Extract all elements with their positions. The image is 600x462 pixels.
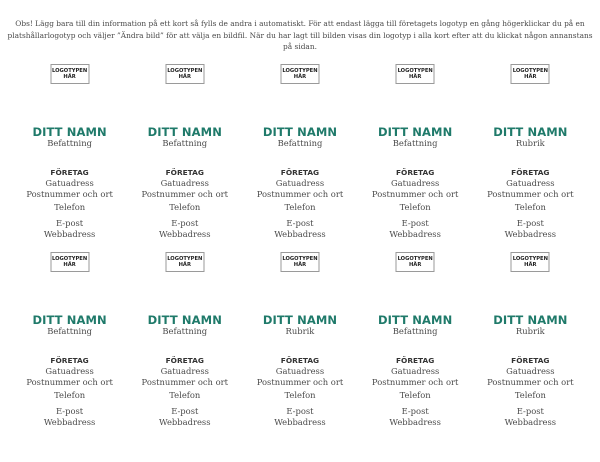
- logo-placeholder[interactable]: LOGOTYPEN HÄR: [511, 64, 550, 84]
- card-street[interactable]: Gatuadress: [275, 178, 325, 188]
- card-address: [127, 178, 242, 201]
- card-title[interactable]: Befattning: [47, 138, 92, 148]
- business-card: [358, 62, 473, 250]
- card-phone[interactable]: Telefon: [399, 390, 431, 400]
- card-name[interactable]: DITT NAMN: [262, 313, 338, 327]
- card-title[interactable]: Befattning: [277, 138, 323, 148]
- card-contact: [473, 218, 588, 241]
- business-card: [127, 62, 242, 250]
- card-address: [242, 178, 357, 201]
- card-street[interactable]: Gatuadress: [45, 178, 94, 188]
- card-postal[interactable]: Postnummer och ort: [26, 189, 113, 200]
- card-street[interactable]: Gatuadress: [45, 366, 94, 376]
- logo-placeholder[interactable]: LOGOTYPEN HÄR: [511, 252, 550, 272]
- card-title[interactable]: Befattning: [392, 138, 438, 148]
- card-email[interactable]: E-post: [401, 406, 429, 416]
- card-email[interactable]: E-post: [401, 218, 429, 228]
- card-street[interactable]: Gatuadress: [275, 366, 325, 376]
- card-phone[interactable]: Telefon: [284, 202, 316, 212]
- card-address: [242, 366, 357, 389]
- logo-placeholder[interactable]: LOGOTYPEN HÄR: [165, 64, 204, 84]
- card-web[interactable]: Webbadress: [504, 417, 557, 428]
- business-card: [12, 250, 127, 438]
- card-contact: [358, 218, 473, 241]
- card-company[interactable]: FÖRETAG: [395, 168, 435, 177]
- card-address: [12, 366, 127, 389]
- business-card: [242, 250, 357, 438]
- card-address: [473, 366, 588, 389]
- card-postal[interactable]: Postnummer och ort: [256, 377, 344, 388]
- card-address: [12, 178, 127, 201]
- logo-placeholder[interactable]: LOGOTYPEN HÄR: [280, 252, 319, 272]
- card-title[interactable]: Befattning: [392, 326, 438, 336]
- card-web[interactable]: Webbadress: [43, 417, 96, 428]
- card-company[interactable]: FÖRETAG: [165, 168, 204, 177]
- card-title[interactable]: Rubrik: [515, 138, 545, 148]
- card-postal[interactable]: Postnummer och ort: [487, 189, 574, 200]
- card-company[interactable]: FÖRETAG: [395, 356, 435, 365]
- card-postal[interactable]: Postnummer och ort: [141, 189, 229, 200]
- card-postal[interactable]: Postnummer och ort: [371, 377, 459, 388]
- card-street[interactable]: Gatuadress: [506, 366, 555, 376]
- card-postal[interactable]: Postnummer och ort: [371, 189, 459, 200]
- business-card: [473, 62, 588, 250]
- card-title[interactable]: Rubrik: [285, 326, 315, 336]
- logo-placeholder[interactable]: LOGOTYPEN HÄR: [280, 64, 319, 84]
- card-street[interactable]: Gatuadress: [160, 178, 209, 188]
- card-email[interactable]: E-post: [286, 406, 314, 416]
- card-contact: [127, 218, 242, 241]
- card-name[interactable]: DITT NAMN: [32, 125, 107, 139]
- card-postal[interactable]: Postnummer och ort: [141, 377, 229, 388]
- logo-placeholder[interactable]: LOGOTYPEN HÄR: [396, 64, 435, 84]
- card-company[interactable]: FÖRETAG: [50, 168, 89, 177]
- card-email[interactable]: E-post: [171, 406, 199, 416]
- card-contact: [242, 218, 357, 241]
- card-phone[interactable]: Telefon: [514, 202, 546, 212]
- card-company[interactable]: FÖRETAG: [280, 168, 320, 177]
- business-card: [358, 250, 473, 438]
- card-address: [358, 366, 473, 389]
- logo-placeholder[interactable]: LOGOTYPEN HÄR: [396, 252, 435, 272]
- card-web[interactable]: Webbadress: [389, 417, 441, 428]
- business-card-sheet: [12, 62, 588, 438]
- card-name[interactable]: DITT NAMN: [378, 313, 453, 327]
- card-company[interactable]: FÖRETAG: [511, 356, 550, 365]
- card-web[interactable]: Webbadress: [159, 229, 211, 240]
- card-street[interactable]: Gatuadress: [160, 366, 209, 376]
- card-web[interactable]: Webbadress: [389, 229, 441, 240]
- card-email[interactable]: E-post: [286, 218, 314, 228]
- card-web[interactable]: Webbadress: [274, 417, 326, 428]
- card-company[interactable]: FÖRETAG: [280, 356, 320, 365]
- card-contact: [242, 406, 357, 429]
- card-company[interactable]: FÖRETAG: [50, 356, 89, 365]
- card-email[interactable]: E-post: [171, 218, 199, 228]
- card-contact: [127, 406, 242, 429]
- card-contact: [12, 406, 127, 429]
- card-name[interactable]: DITT NAMN: [147, 125, 222, 139]
- card-web[interactable]: Webbadress: [504, 229, 557, 240]
- card-phone[interactable]: Telefon: [54, 202, 86, 212]
- logo-placeholder[interactable]: LOGOTYPEN HÄR: [50, 252, 89, 272]
- business-card: [127, 250, 242, 438]
- card-phone[interactable]: Telefon: [514, 390, 546, 400]
- card-name[interactable]: DITT NAMN: [262, 125, 338, 139]
- card-email[interactable]: E-post: [516, 406, 544, 416]
- logo-placeholder[interactable]: LOGOTYPEN HÄR: [165, 252, 204, 272]
- card-contact: [358, 406, 473, 429]
- card-name[interactable]: DITT NAMN: [32, 313, 107, 327]
- card-web[interactable]: Webbadress: [159, 417, 211, 428]
- card-name[interactable]: DITT NAMN: [493, 313, 568, 327]
- card-phone[interactable]: Telefon: [169, 202, 201, 212]
- card-phone[interactable]: Telefon: [169, 390, 201, 400]
- card-postal[interactable]: Postnummer och ort: [256, 189, 344, 200]
- card-contact: [12, 218, 127, 241]
- business-card: [242, 62, 357, 250]
- card-contact: [473, 406, 588, 429]
- card-street[interactable]: Gatuadress: [506, 178, 555, 188]
- card-title[interactable]: Befattning: [47, 326, 92, 336]
- card-email[interactable]: E-post: [56, 218, 84, 228]
- card-phone[interactable]: Telefon: [399, 202, 431, 212]
- card-email[interactable]: E-post: [56, 406, 84, 416]
- card-company[interactable]: FÖRETAG: [165, 356, 204, 365]
- card-postal[interactable]: Postnummer och ort: [487, 377, 574, 388]
- card-name[interactable]: DITT NAMN: [147, 313, 222, 327]
- logo-placeholder[interactable]: LOGOTYPEN HÄR: [50, 64, 89, 84]
- card-phone[interactable]: Telefon: [54, 390, 86, 400]
- card-email[interactable]: E-post: [516, 218, 544, 228]
- business-card: [473, 250, 588, 438]
- card-street[interactable]: Gatuadress: [390, 366, 440, 376]
- card-address: [127, 366, 242, 389]
- card-street[interactable]: Gatuadress: [390, 178, 440, 188]
- card-phone[interactable]: Telefon: [284, 390, 316, 400]
- card-title[interactable]: Rubrik: [515, 326, 545, 336]
- card-title[interactable]: Befattning: [162, 138, 208, 148]
- card-name[interactable]: DITT NAMN: [493, 125, 568, 139]
- business-card: [12, 62, 127, 250]
- card-address: [473, 178, 588, 201]
- card-postal[interactable]: Postnummer och ort: [26, 377, 113, 388]
- card-name[interactable]: DITT NAMN: [378, 125, 453, 139]
- card-web[interactable]: Webbadress: [274, 229, 326, 240]
- card-title[interactable]: Befattning: [162, 326, 208, 336]
- card-web[interactable]: Webbadress: [43, 229, 96, 240]
- card-address: [358, 178, 473, 201]
- card-company[interactable]: FÖRETAG: [511, 168, 550, 177]
- instruction-note: Obs! Lägg bara till din information på ett kort så fylls de andra i automatiskt. För att endast lägga till företagets logotyp en gång högerklickar du på en platshållarlogotyp och väljer ”Ändra bild” för att välja en bildfil. När du har lagt till bilden visas din logotyp i alla kort efter att du klickat någon annanstans på sidan.: [7, 19, 593, 51]
